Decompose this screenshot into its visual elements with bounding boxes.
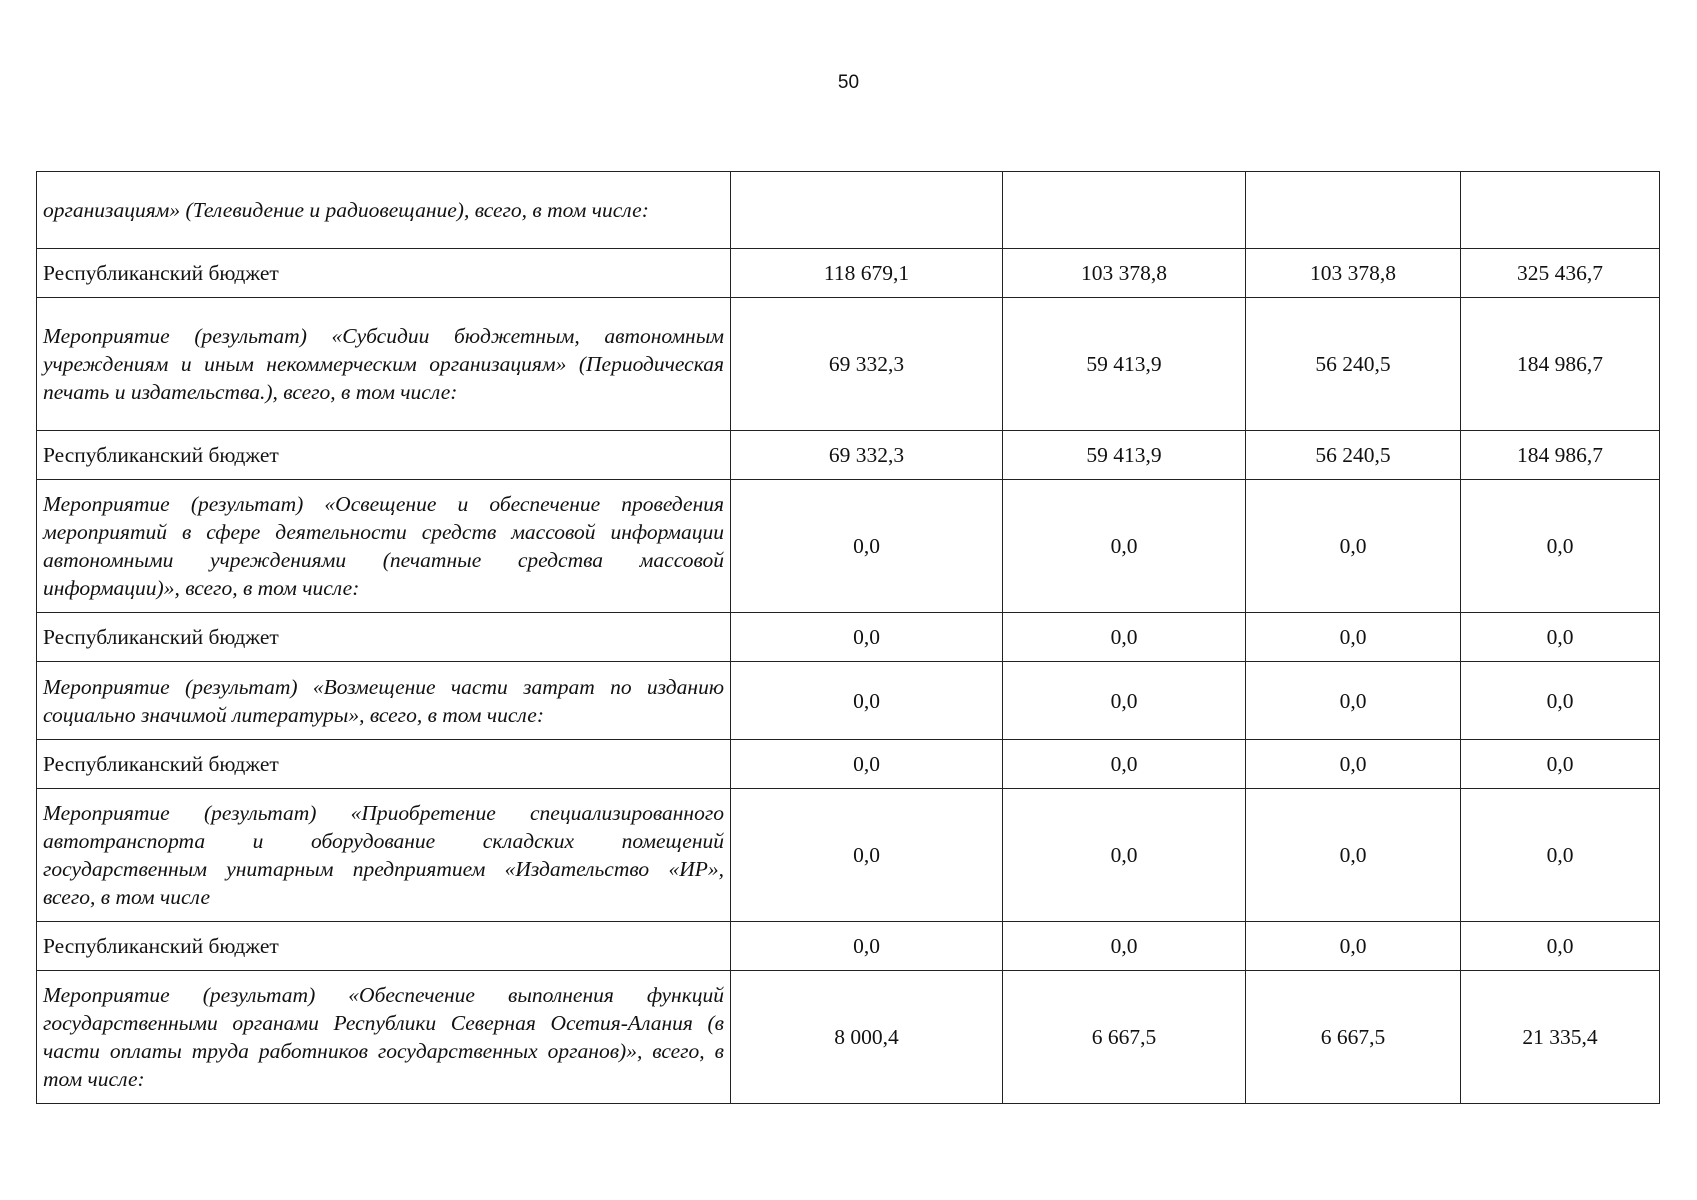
value-cell: 56 240,5 <box>1246 431 1461 480</box>
value-cell: 0,0 <box>1003 662 1246 740</box>
budget-source-cell: Республиканский бюджет <box>37 249 731 298</box>
total-cell: 0,0 <box>1461 740 1660 789</box>
activity-name-cell: Мероприятие (результат) «Обеспечение выполнения функций государственными органами Республики Северная Осетия-Алания (в части оплаты труда работников государственных органов)», всего, в том числе: <box>37 971 731 1104</box>
value-cell: 0,0 <box>1003 789 1246 922</box>
value-cell: 0,0 <box>1003 480 1246 613</box>
value-cell: 0,0 <box>1246 480 1461 613</box>
total-cell: 325 436,7 <box>1461 249 1660 298</box>
value-cell: 0,0 <box>731 789 1003 922</box>
value-cell <box>731 172 1003 249</box>
value-cell: 0,0 <box>1003 922 1246 971</box>
value-cell: 56 240,5 <box>1246 298 1461 431</box>
value-cell: 103 378,8 <box>1003 249 1246 298</box>
value-cell: 118 679,1 <box>731 249 1003 298</box>
table-row <box>37 922 1660 971</box>
value-cell: 6 667,5 <box>1003 971 1246 1104</box>
activity-name-cell: Мероприятие (результат) «Освещение и обеспечение проведения мероприятий в сфере деятельности средств массовой информации автономными учреждениями (печатные средства массовой информации)», всего, в том числе: <box>37 480 731 613</box>
table-row <box>37 740 1660 789</box>
table-row <box>37 662 1660 740</box>
table-row <box>37 971 1660 1104</box>
value-cell: 0,0 <box>1246 613 1461 662</box>
total-cell: 0,0 <box>1461 662 1660 740</box>
total-cell: 184 986,7 <box>1461 431 1660 480</box>
value-cell: 69 332,3 <box>731 431 1003 480</box>
table-row <box>37 431 1660 480</box>
value-cell: 0,0 <box>1246 662 1461 740</box>
budget-source-cell: Республиканский бюджет <box>37 740 731 789</box>
value-cell: 0,0 <box>731 740 1003 789</box>
value-cell: 0,0 <box>1003 740 1246 789</box>
total-cell: 0,0 <box>1461 613 1660 662</box>
table-row <box>37 249 1660 298</box>
budget-source-cell: Республиканский бюджет <box>37 613 731 662</box>
value-cell: 8 000,4 <box>731 971 1003 1104</box>
value-cell: 0,0 <box>1003 613 1246 662</box>
page-number: 50 <box>837 72 860 93</box>
table-row <box>37 298 1660 431</box>
value-cell: 0,0 <box>1246 740 1461 789</box>
total-cell: 184 986,7 <box>1461 298 1660 431</box>
total-cell: 21 335,4 <box>1461 971 1660 1104</box>
value-cell: 6 667,5 <box>1246 971 1461 1104</box>
value-cell: 103 378,8 <box>1246 249 1461 298</box>
total-cell <box>1461 172 1660 249</box>
value-cell: 59 413,9 <box>1003 298 1246 431</box>
table-row <box>37 172 1660 249</box>
table-row <box>37 789 1660 922</box>
table-row <box>37 613 1660 662</box>
value-cell: 0,0 <box>731 662 1003 740</box>
budget-source-cell: Республиканский бюджет <box>37 922 731 971</box>
activity-name-cell: Мероприятие (результат) «Приобретение специализированного автотранспорта и оборудование складских помещений государственным унитарным предприятием «Издательство «ИР», всего, в том числе <box>37 789 731 922</box>
value-cell: 0,0 <box>1246 789 1461 922</box>
budget-source-cell: Республиканский бюджет <box>37 431 731 480</box>
budget-table <box>36 171 1660 1104</box>
value-cell: 69 332,3 <box>731 298 1003 431</box>
table-row <box>37 480 1660 613</box>
total-cell: 0,0 <box>1461 789 1660 922</box>
value-cell: 0,0 <box>731 922 1003 971</box>
value-cell <box>1003 172 1246 249</box>
value-cell: 0,0 <box>731 613 1003 662</box>
total-cell: 0,0 <box>1461 480 1660 613</box>
value-cell: 0,0 <box>1246 922 1461 971</box>
value-cell: 0,0 <box>731 480 1003 613</box>
activity-name-cell: Мероприятие (результат) «Возмещение части затрат по изданию социально значимой литературы», всего, в том числе: <box>37 662 731 740</box>
activity-name-cell: Мероприятие (результат) «Субсидии бюджетным, автономным учреждениям и иным некоммерческим организациям» (Периодическая печать и издательства.), всего, в том числе: <box>37 298 731 431</box>
value-cell <box>1246 172 1461 249</box>
activity-name-cell: организациям» (Телевидение и радиовещание), всего, в том числе: <box>37 172 731 249</box>
total-cell: 0,0 <box>1461 922 1660 971</box>
value-cell: 59 413,9 <box>1003 431 1246 480</box>
